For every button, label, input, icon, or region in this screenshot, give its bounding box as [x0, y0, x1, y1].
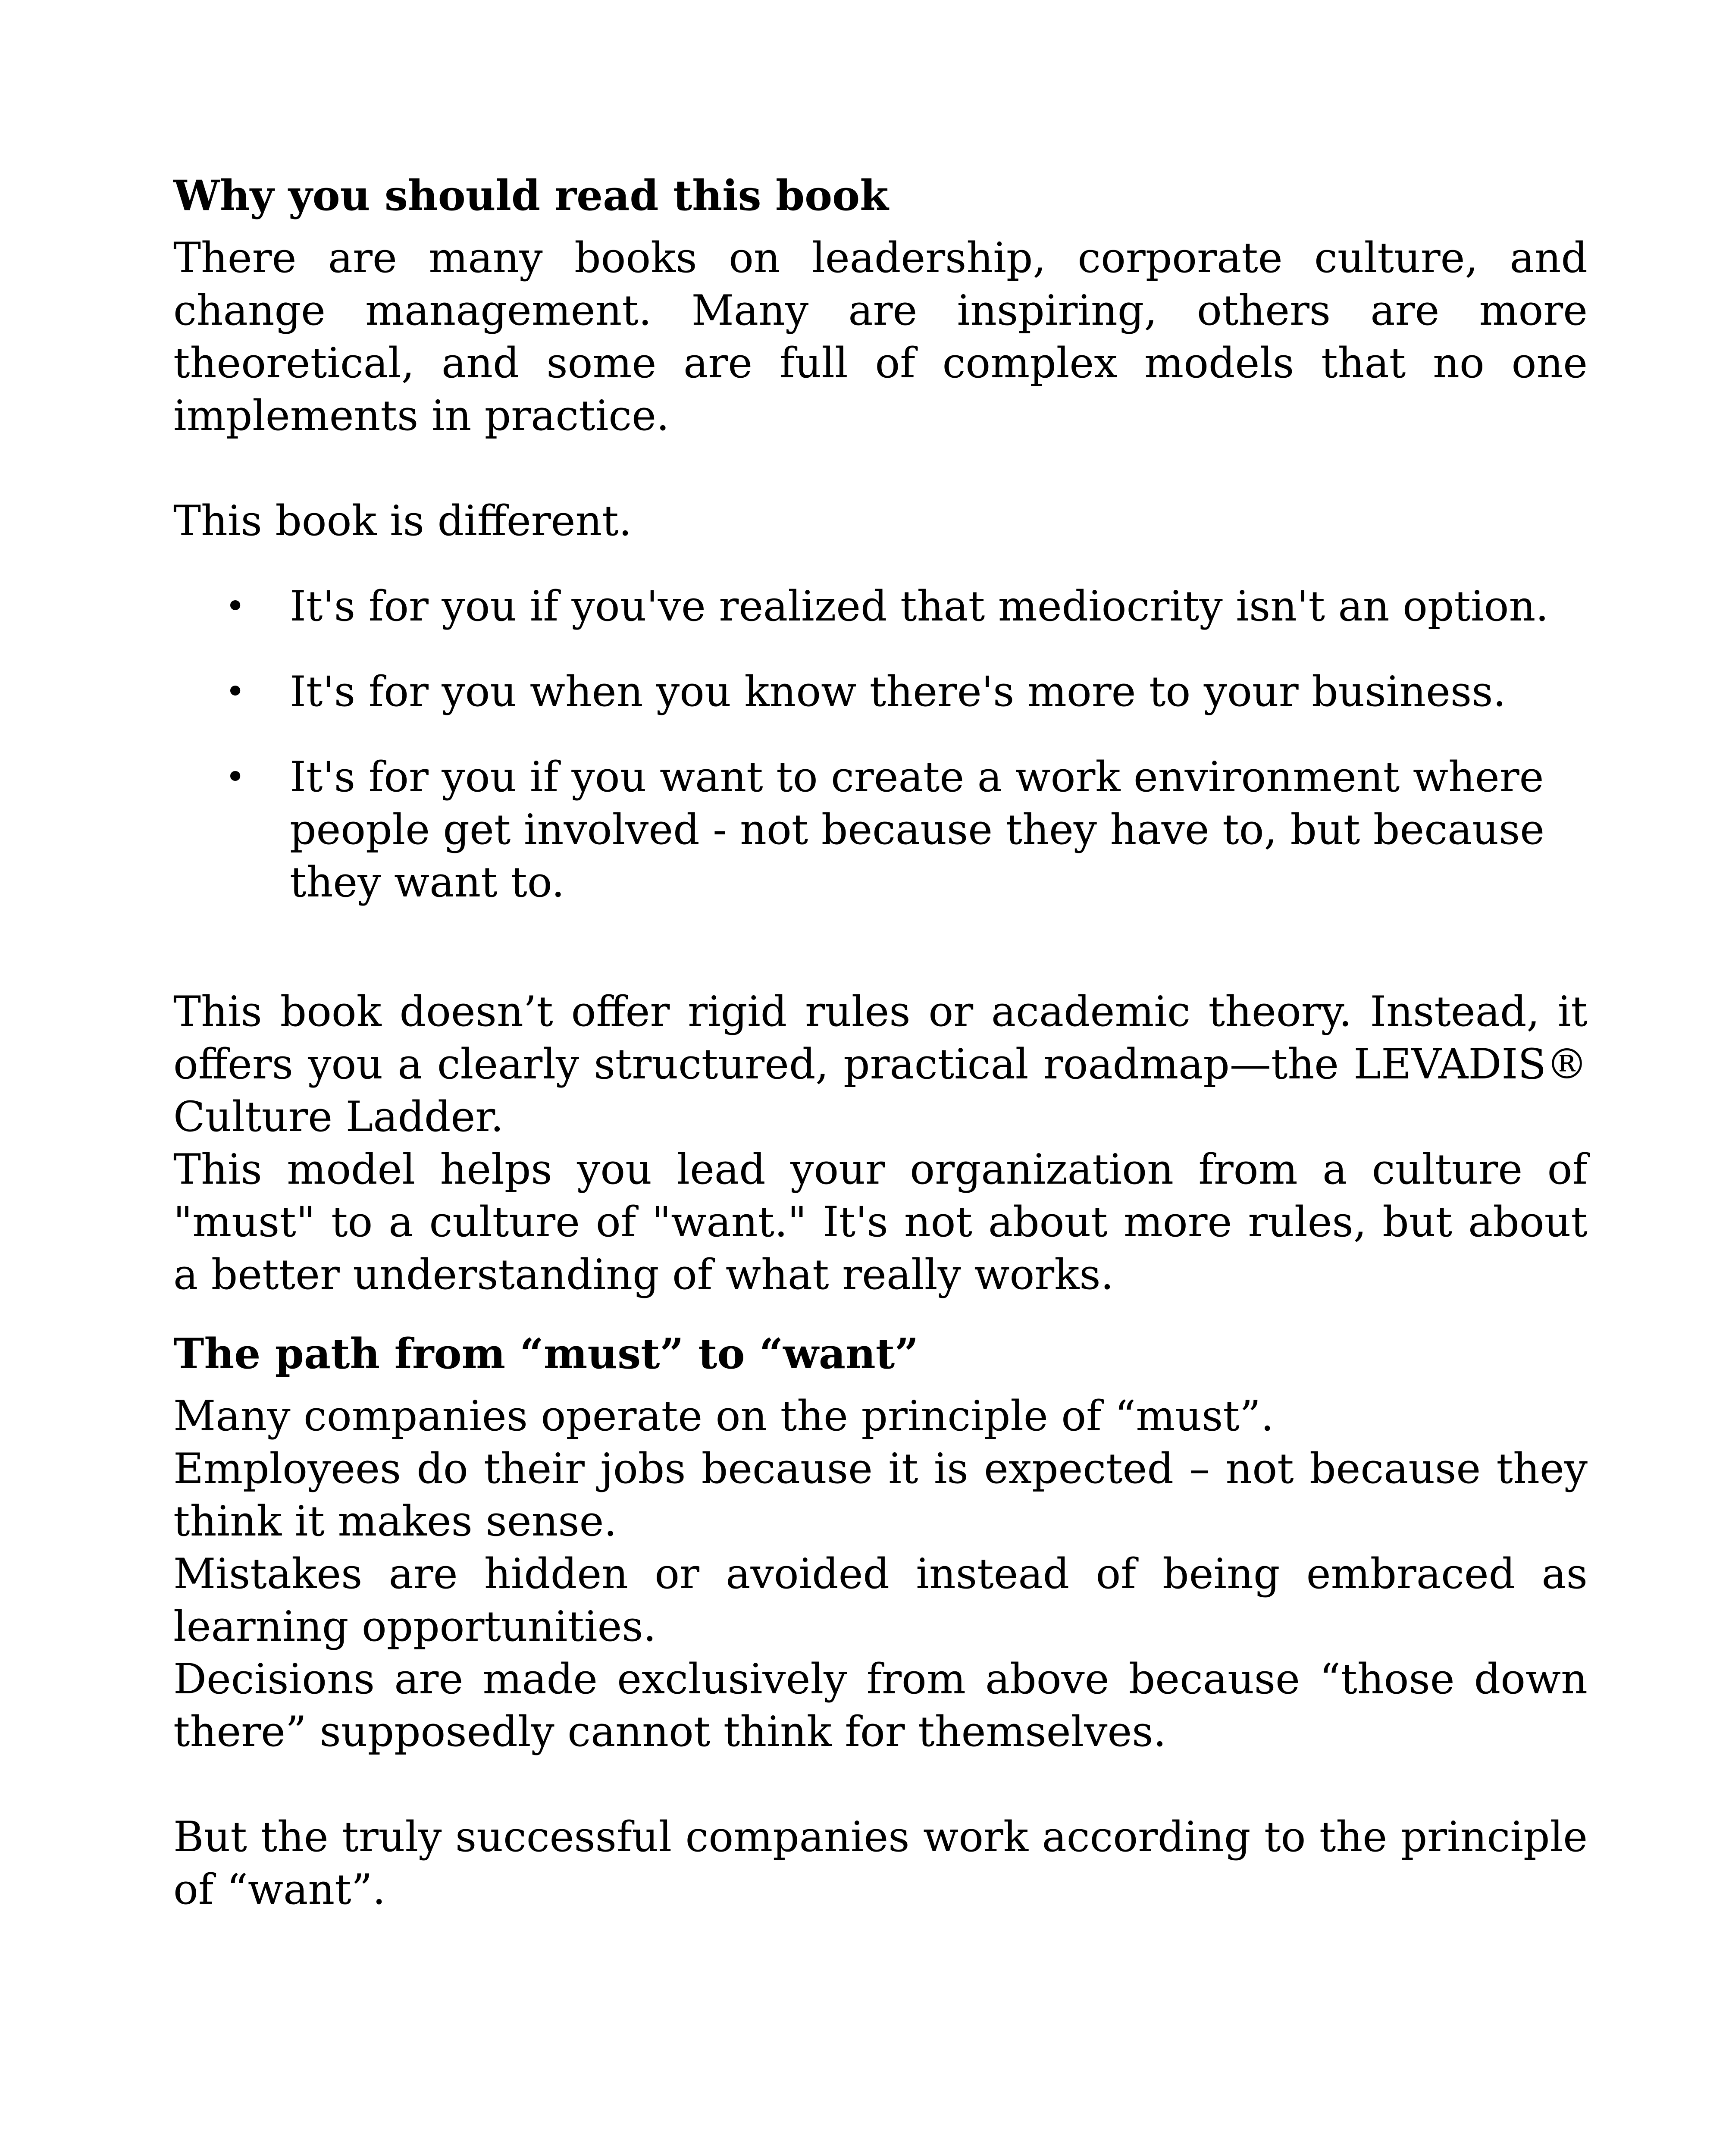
- audience-bullet-list: [173, 580, 1588, 909]
- bullet-icon: •: [225, 757, 246, 797]
- bullet-text: It's for you if you want to create a work environment where people get involved - not because they have to, but because they want to.: [290, 753, 1545, 906]
- must-paragraph-1: Many companies operate on the principle of “must”.: [173, 1392, 1274, 1440]
- roadmap-paragraph: This book doesn’t offer rigid rules or academic theory. Instead, it offers you a clearly structured, practical roadmap—the LEVADIS® Culture Ladder.: [173, 987, 1588, 1141]
- must-paragraph-3: Mistakes are hidden or avoided instead of being embraced as learning opportunities.: [173, 1550, 1588, 1651]
- bullet-text: It's for you when you know there's more to your business.: [290, 667, 1507, 716]
- bullet-icon: •: [225, 586, 246, 626]
- bullet-text: It's for you if you've realized that mediocrity isn't an option.: [290, 582, 1549, 630]
- intro-paragraph: There are many books on leadership, corporate culture, and change management. Many are inspiring, others are more theoretical, and some are full of complex models that no one implements in practice.: [173, 234, 1588, 440]
- model-paragraph: This model helps you lead your organization from a culture of "must" to a culture of "want." It's not about more rules, but about a better understanding of what really works.: [173, 1145, 1588, 1299]
- section-heading-why-read: Why you should read this book: [173, 171, 889, 220]
- bullet-item: [173, 580, 1588, 633]
- must-paragraph-2: Employees do their jobs because it is expected – not because they think it makes sense.: [173, 1445, 1588, 1545]
- bullet-icon: •: [225, 671, 246, 711]
- page-content: [173, 169, 1588, 1916]
- want-paragraph: But the truly successful companies work according to the principle of “want”.: [173, 1813, 1588, 1914]
- bullet-item: [173, 665, 1588, 718]
- section-heading-must-to-want: The path from “must” to “want”: [173, 1329, 919, 1378]
- bullet-item: [173, 751, 1588, 909]
- must-paragraph-4: Decisions are made exclusively from above because “those down there” supposedly cannot think for themselves.: [173, 1655, 1588, 1756]
- different-paragraph: This book is different.: [173, 497, 632, 545]
